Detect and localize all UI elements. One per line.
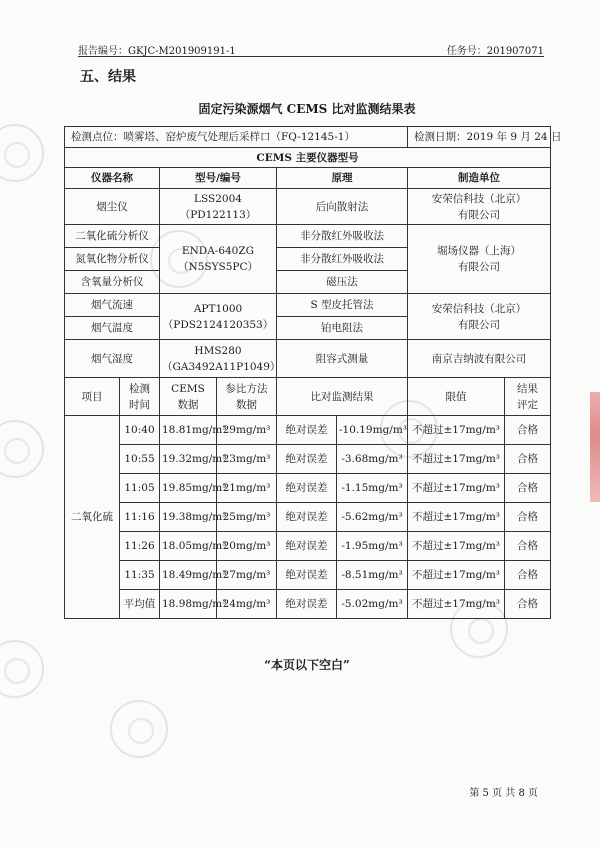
col-eval-line1: 结果: [517, 382, 538, 395]
cell-error: -5.02mg/m³: [337, 590, 408, 619]
watermark-seal: [0, 420, 44, 478]
cems-heading-row: [65, 148, 551, 168]
table-title: 固定污染源烟气 CEMS 比对监测结果表: [198, 102, 416, 116]
section-title: 五、结果: [80, 69, 136, 85]
col-evaluation: [505, 378, 551, 416]
page-header: [78, 40, 544, 57]
watermark-seal: [110, 700, 168, 758]
instrument-header-row: [65, 168, 551, 189]
task-number: 任务号：201907071: [446, 46, 544, 57]
instrument-model: [160, 340, 281, 378]
cell-time: 11:26: [120, 532, 160, 561]
instrument-principle: 铂电阻法: [277, 317, 408, 340]
cell-time: 10:40: [120, 416, 160, 445]
cell-error: -1.95mg/m³: [337, 532, 408, 561]
cell-error-type: 绝对误差: [277, 503, 337, 532]
test-location: 检测点位：喷雾塔、窑炉废气处理后采样口（FQ-12145-1）: [65, 127, 408, 148]
col-ref-line2: 数据: [236, 398, 257, 411]
cell-error-type: 绝对误差: [277, 561, 337, 590]
instrument-name: 烟气流速: [65, 294, 160, 317]
cell-cems: 18.98mg/m³: [160, 590, 217, 619]
instrument-name: 烟气温度: [65, 317, 160, 340]
blank-below-note: “本页以下空白”: [264, 658, 350, 672]
cell-time: 11:35: [120, 561, 160, 590]
maker-line: 有限公司: [458, 208, 500, 221]
instrument-principle: 后向散射法: [277, 189, 408, 225]
col-cems-line2: 数据: [177, 398, 199, 411]
instrument-maker: [408, 189, 551, 225]
serial-number: （PD122113）: [179, 208, 257, 221]
maker-line: 堀场仪器（上海）: [437, 245, 521, 257]
table-row: [65, 445, 551, 474]
instrument-principle: 非分散红外吸收法: [277, 225, 408, 248]
col-time: [120, 378, 160, 416]
col-cems: [160, 378, 217, 416]
model-number: ENDA-640ZG: [181, 245, 255, 257]
cell-limit: 不超过±17mg/m³: [408, 474, 505, 503]
serial-number: （GA3492A11P1049）: [162, 360, 281, 373]
instrument-row: [65, 294, 551, 317]
watermark-seal: [0, 124, 44, 182]
cell-reference: 21mg/m³: [217, 474, 277, 503]
cell-limit: 不超过±17mg/m³: [408, 503, 505, 532]
table-row: [65, 532, 551, 561]
cems-comparison-table: [64, 126, 562, 619]
cell-limit: 不超过±17mg/m³: [408, 561, 505, 590]
cell-reference: 25mg/m³: [217, 503, 277, 532]
cell-error-type: 绝对误差: [277, 590, 337, 619]
instrument-principle: 磁压法: [277, 271, 408, 294]
cell-reference: 20mg/m³: [217, 532, 277, 561]
cell-time: 10:55: [120, 445, 160, 474]
cell-evaluation: 合格: [505, 416, 551, 445]
cell-cems: 18.81mg/m³: [160, 416, 217, 445]
instrument-model: [160, 294, 277, 340]
cell-evaluation: 合格: [505, 561, 551, 590]
instrument-principle: 阻容式测量: [277, 340, 408, 378]
instrument-principle: S 型皮托管法: [277, 294, 408, 317]
cell-reference: 24mg/m³: [217, 590, 277, 619]
col-cems-line1: CEMS: [171, 382, 205, 395]
instrument-name: 二氧化硫分析仪: [65, 225, 160, 248]
col-reference: [217, 378, 277, 416]
instrument-name: 烟尘仪: [65, 189, 160, 225]
model-number: HMS280: [194, 344, 242, 357]
cell-cems: 18.49mg/m³: [160, 561, 217, 590]
col-eval-line2: 评定: [517, 398, 538, 411]
instrument-row: [65, 225, 551, 248]
cell-reference: 27mg/m³: [217, 561, 277, 590]
instrument-principle: 非分散红外吸收法: [277, 248, 408, 271]
serial-number: （PDS2124120353）: [162, 318, 274, 331]
maker-line: 有限公司: [458, 318, 500, 331]
instrument-name: 含氧量分析仪: [65, 271, 160, 294]
test-date: 检测日期：2019 年 9 月 24 日: [408, 127, 551, 148]
col-time-line2: 时间: [129, 398, 150, 411]
watermark-seal: [0, 640, 44, 698]
maker-line: 有限公司: [458, 261, 500, 273]
result-header-row: [65, 378, 551, 416]
col-time-line1: 检测: [129, 382, 150, 395]
report-number: 报告编号：GKJC-M201909191-1: [78, 46, 236, 57]
table-row: [65, 416, 551, 445]
cell-cems: 19.85mg/m³: [160, 474, 217, 503]
col-limit: 限值: [408, 378, 505, 416]
cell-evaluation: 合格: [505, 532, 551, 561]
instrument-model: [160, 189, 277, 225]
col-ref-line1: 参比方法: [225, 382, 268, 395]
cell-error: -10.19mg/m³: [337, 416, 408, 445]
cell-cems: 18.05mg/m³: [160, 532, 217, 561]
cell-error: -5.62mg/m³: [337, 503, 408, 532]
seal-stamp-edge: [590, 392, 600, 502]
cell-evaluation: 合格: [505, 474, 551, 503]
cell-cems: 19.38mg/m³: [160, 503, 217, 532]
cell-limit: 不超过±17mg/m³: [408, 445, 505, 474]
instrument-maker: [408, 294, 551, 340]
col-model: 型号/编号: [160, 168, 277, 189]
cell-reference: 29mg/m³: [217, 416, 277, 445]
page-number: 第 5 页 共 8 页: [469, 788, 538, 799]
table-row: [65, 474, 551, 503]
cell-evaluation: 合格: [505, 503, 551, 532]
model-number: LSS2004: [194, 192, 242, 205]
instrument-maker: [408, 225, 551, 294]
col-item: 项目: [65, 378, 120, 416]
instrument-row: [65, 340, 551, 378]
cell-error: -8.51mg/m³: [337, 561, 408, 590]
maker-line: 安荣信科技（北京）: [431, 302, 527, 315]
cell-reference: 23mg/m³: [217, 445, 277, 474]
cell-evaluation: 合格: [505, 445, 551, 474]
cell-time: 平均值: [120, 590, 160, 619]
cell-time: 11:16: [120, 503, 160, 532]
cems-heading: CEMS 主要仪器型号: [65, 148, 551, 168]
cell-error: -1.15mg/m³: [337, 474, 408, 503]
instrument-name: 烟气湿度: [65, 340, 160, 378]
cell-error-type: 绝对误差: [277, 474, 337, 503]
cell-error-type: 绝对误差: [277, 445, 337, 474]
col-comparison: 比对监测结果: [277, 378, 408, 416]
instrument-maker: 南京吉纳波有限公司: [408, 340, 551, 378]
table-row: [65, 561, 551, 590]
table-row-average: [65, 590, 551, 619]
info-row: [65, 127, 551, 148]
cell-cems: 19.32mg/m³: [160, 445, 217, 474]
instrument-row: [65, 189, 551, 225]
col-principle: 原理: [277, 168, 408, 189]
cell-limit: 不超过±17mg/m³: [408, 416, 505, 445]
cell-error-type: 绝对误差: [277, 532, 337, 561]
col-maker: 制造单位: [408, 168, 551, 189]
cell-limit: 不超过±17mg/m³: [408, 590, 505, 619]
cell-evaluation: 合格: [505, 590, 551, 619]
maker-line: 安荣信科技（北京）: [431, 192, 527, 205]
instrument-model: [160, 225, 277, 294]
cell-error: -3.68mg/m³: [337, 445, 408, 474]
table-row: [65, 503, 551, 532]
col-instrument-name: 仪器名称: [65, 168, 160, 189]
cell-limit: 不超过±17mg/m³: [408, 532, 505, 561]
cell-error-type: 绝对误差: [277, 416, 337, 445]
serial-number: （N5SYS5PC）: [178, 261, 258, 273]
model-number: APT1000: [193, 302, 243, 315]
result-item: 二氧化硫: [65, 416, 120, 619]
instrument-name: 氮氧化物分析仪: [65, 248, 160, 271]
cell-time: 11:05: [120, 474, 160, 503]
